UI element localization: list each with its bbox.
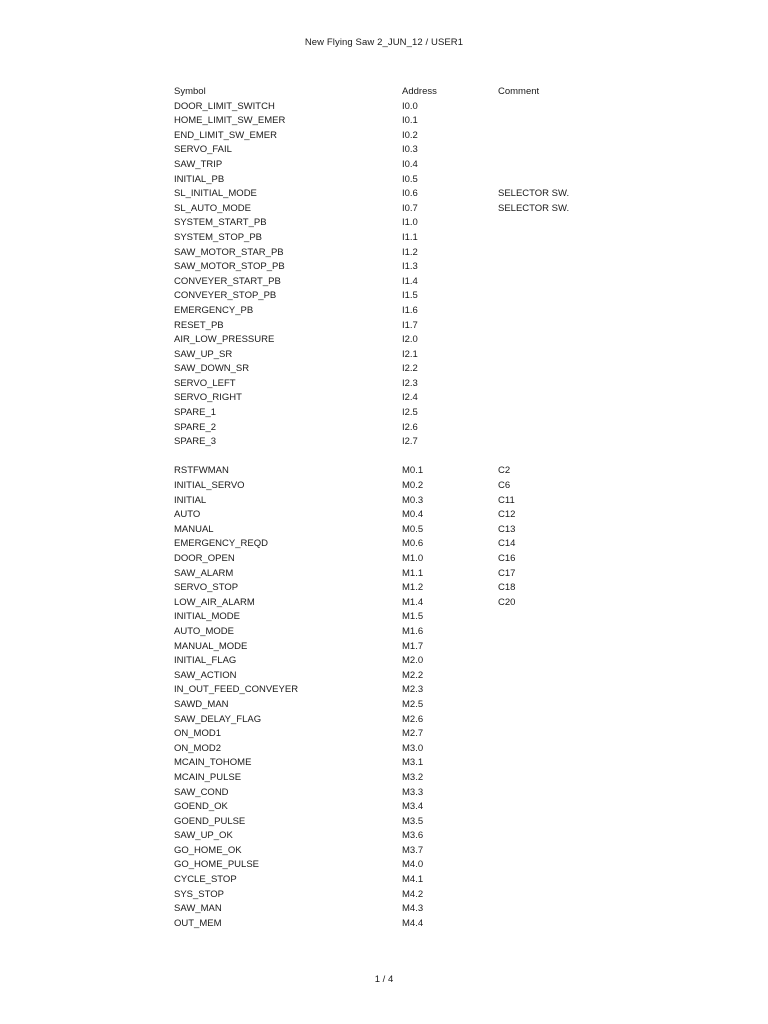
cell-symbol: INITIAL_FLAG [174, 655, 237, 667]
cell-address: M2.7 [402, 728, 424, 740]
cell-address: I2.6 [402, 421, 418, 433]
cell-address: I0.3 [402, 144, 418, 156]
table-row [0, 858, 768, 873]
table-row [0, 114, 768, 129]
cell-symbol: OUT_MEM [174, 917, 222, 929]
cell-address: M4.4 [402, 917, 424, 929]
cell-comment: C20 [498, 596, 516, 608]
table-row [0, 640, 768, 655]
table-row [0, 727, 768, 742]
table-row [0, 158, 768, 173]
cell-comment: C11 [498, 494, 515, 506]
cell-comment: SELECTOR SW. [498, 202, 570, 214]
cell-symbol: CYCLE_STOP [174, 874, 237, 886]
section-spacer [0, 450, 768, 465]
cell-comment: C16 [498, 553, 516, 564]
cell-symbol: EMERGENCY_PB [174, 304, 254, 316]
cell-symbol: RESET_PB [174, 319, 224, 331]
cell-symbol: INITIAL_SERVO [174, 480, 245, 492]
cell-symbol: SAW_COND [174, 786, 229, 798]
table-row [0, 888, 768, 903]
table-row [0, 435, 768, 450]
cell-symbol: ON_MOD2 [174, 742, 221, 754]
cell-address: I1.3 [402, 261, 418, 273]
table-row [0, 698, 768, 713]
cell-symbol: SAW_UP_SR [174, 348, 233, 360]
table-row [0, 202, 768, 217]
cell-address: I1.1 [402, 231, 418, 243]
cell-symbol: GO_HOME_PULSE [174, 859, 259, 871]
table-row [0, 873, 768, 888]
cell-address: M1.0 [402, 553, 424, 564]
cell-address: M0.5 [402, 523, 424, 535]
cell-symbol: HOME_LIMIT_SW_EMER [174, 115, 286, 127]
cell-symbol: SAW_MAN [174, 903, 222, 915]
symbol-table [0, 85, 768, 931]
table-row [0, 523, 768, 538]
cell-symbol: SPARE_1 [174, 407, 217, 419]
table-row [0, 669, 768, 684]
cell-address: I2.4 [402, 392, 418, 404]
cell-address: I1.7 [402, 319, 418, 331]
page-number: 1 / 4 [374, 974, 394, 985]
table-row [0, 508, 768, 523]
cell-symbol: MCAIN_PULSE [174, 771, 242, 783]
cell-address: M3.2 [402, 771, 424, 783]
table-row [0, 289, 768, 304]
cell-symbol: GOEND_PULSE [174, 815, 246, 827]
cell-address: M0.2 [402, 480, 424, 492]
table-body [0, 100, 768, 932]
cell-address: M1.1 [402, 567, 424, 579]
cell-symbol: SYSTEM_START_PB [174, 217, 267, 229]
cell-address: M3.3 [402, 786, 424, 798]
table-row [0, 421, 768, 436]
table-row [0, 216, 768, 231]
cell-address: M1.5 [402, 611, 424, 623]
cell-address: M4.2 [402, 888, 424, 900]
table-row [0, 771, 768, 786]
cell-address: M3.1 [402, 757, 424, 769]
cell-symbol: GOEND_OK [174, 801, 228, 813]
table-row [0, 610, 768, 625]
cell-symbol: AUTO [174, 509, 201, 521]
column-header-comment: Comment [498, 86, 540, 97]
cell-symbol: INITIAL_PB [174, 173, 225, 185]
table-row [0, 319, 768, 334]
cell-symbol: SPARE_2 [174, 421, 217, 433]
table-row [0, 756, 768, 771]
cell-address: M1.7 [402, 640, 424, 652]
cell-address: I0.4 [402, 158, 418, 170]
table-row [0, 173, 768, 188]
table-row [0, 464, 768, 479]
page-header: New Flying Saw 2_JUN_12 / USER1 [304, 37, 464, 48]
cell-address: I0.1 [402, 115, 418, 127]
cell-comment: C13 [498, 523, 516, 535]
table-row [0, 143, 768, 158]
table-header-row [0, 85, 768, 100]
cell-comment: C2 [498, 465, 511, 477]
table-row [0, 304, 768, 319]
cell-symbol: INITIAL [174, 494, 207, 506]
cell-address: M3.0 [402, 742, 424, 754]
cell-address: I2.3 [402, 377, 418, 389]
table-row [0, 231, 768, 246]
table-row [0, 917, 768, 932]
cell-address: M0.4 [402, 509, 424, 521]
cell-symbol: IN_OUT_FEED_CONVEYER [174, 684, 299, 696]
table-row [0, 829, 768, 844]
cell-address: M4.0 [402, 859, 424, 871]
cell-address: I1.6 [402, 304, 418, 316]
cell-symbol: AUTO_MODE [174, 625, 235, 637]
cell-comment: C17 [498, 567, 516, 579]
cell-symbol: SYS_STOP [174, 888, 224, 900]
cell-symbol: SAW_UP_OK [174, 830, 233, 842]
cell-address: I2.7 [402, 436, 418, 448]
cell-address: I0.6 [402, 188, 418, 200]
cell-symbol: SPARE_3 [174, 436, 217, 448]
table-row [0, 362, 768, 377]
cell-symbol: ON_MOD1 [174, 728, 221, 740]
cell-symbol: SAW_DELAY_FLAG [174, 713, 262, 725]
cell-symbol: SERVO_FAIL [174, 144, 232, 156]
table-row [0, 713, 768, 728]
cell-symbol: SL_AUTO_MODE [174, 202, 251, 214]
table-row [0, 581, 768, 596]
cell-address: I1.5 [402, 290, 418, 302]
cell-symbol: INITIAL_MODE [174, 611, 240, 623]
cell-symbol: END_LIMIT_SW_EMER [174, 129, 277, 141]
cell-address: I0.5 [402, 173, 418, 185]
cell-symbol: SERVO_LEFT [174, 377, 236, 389]
table-row [0, 596, 768, 611]
cell-symbol: SL_INITIAL_MODE [174, 188, 257, 200]
cell-address: M0.3 [402, 494, 424, 506]
table-row [0, 348, 768, 363]
cell-address: M3.7 [402, 844, 424, 856]
cell-symbol: SYSTEM_STOP_PB [174, 231, 262, 243]
cell-symbol: MCAIN_TOHOME [174, 757, 252, 769]
cell-symbol: RSTFWMAN [174, 465, 229, 477]
table-row [0, 406, 768, 421]
cell-address: I0.7 [402, 202, 418, 214]
cell-comment: C14 [498, 538, 516, 550]
table-row [0, 391, 768, 406]
cell-address: I1.0 [402, 217, 418, 229]
cell-symbol: SAW_MOTOR_STOP_PB [174, 261, 285, 273]
table-row [0, 333, 768, 348]
cell-address: I2.1 [402, 348, 418, 360]
cell-address: I1.4 [402, 275, 418, 287]
table-row [0, 552, 768, 567]
column-header-symbol: Symbol [174, 86, 206, 97]
cell-address: M0.6 [402, 538, 424, 550]
cell-address: M0.1 [402, 465, 424, 477]
cell-symbol: EMERGENCY_REQD [174, 538, 268, 550]
cell-symbol: SAW_ACTION [174, 669, 237, 681]
table-row [0, 260, 768, 275]
cell-symbol: SERVO_RIGHT [174, 392, 242, 404]
cell-address: I2.0 [402, 334, 418, 346]
table-row [0, 129, 768, 144]
table-row [0, 479, 768, 494]
table-row [0, 786, 768, 801]
cell-symbol: DOOR_LIMIT_SWITCH [174, 100, 275, 112]
cell-symbol: SAW_TRIP [174, 158, 223, 170]
cell-symbol: MANUAL [174, 523, 214, 535]
table-row [0, 246, 768, 261]
cell-symbol: SAW_DOWN_SR [174, 363, 250, 375]
cell-address: M2.0 [402, 655, 424, 667]
cell-address: M2.3 [402, 684, 424, 696]
cell-address: M1.4 [402, 596, 424, 608]
cell-address: I1.2 [402, 246, 418, 258]
table-row [0, 567, 768, 582]
cell-address: I2.2 [402, 363, 418, 375]
cell-symbol: CONVEYER_STOP_PB [174, 290, 277, 302]
cell-symbol: CONVEYER_START_PB [174, 275, 281, 287]
table-row [0, 815, 768, 830]
table-row [0, 800, 768, 815]
cell-comment: C6 [498, 480, 511, 492]
table-row [0, 187, 768, 202]
cell-address: M3.4 [402, 801, 424, 813]
table-row [0, 683, 768, 698]
column-header-address: Address [402, 86, 437, 97]
cell-comment: SELECTOR SW. [498, 188, 570, 200]
cell-address: I2.5 [402, 407, 418, 419]
cell-address: M2.5 [402, 698, 424, 710]
table-row [0, 537, 768, 552]
cell-address: M4.3 [402, 903, 424, 915]
cell-address: I0.0 [402, 100, 418, 112]
cell-symbol: SAW_ALARM [174, 567, 234, 579]
cell-symbol: SAW_MOTOR_STAR_PB [174, 246, 284, 258]
cell-symbol: MANUAL_MODE [174, 640, 248, 652]
cell-address: M3.6 [402, 830, 424, 842]
cell-address: M3.5 [402, 815, 424, 827]
table-row [0, 100, 768, 115]
cell-symbol: SERVO_STOP [174, 582, 239, 594]
cell-address: M4.1 [402, 874, 424, 886]
table-row [0, 844, 768, 859]
table-row [0, 902, 768, 917]
cell-address: M1.6 [402, 625, 424, 637]
cell-symbol: AIR_LOW_PRESSURE [174, 334, 275, 346]
table-row [0, 494, 768, 509]
table-row [0, 377, 768, 392]
cell-symbol: LOW_AIR_ALARM [174, 596, 255, 608]
table-row [0, 275, 768, 290]
cell-address: M2.6 [402, 713, 424, 725]
cell-symbol: DOOR_OPEN [174, 553, 235, 564]
cell-comment: C12 [498, 509, 516, 521]
table-row [0, 654, 768, 669]
table-row [0, 625, 768, 640]
cell-symbol: GO_HOME_OK [174, 844, 242, 856]
cell-comment: C18 [498, 582, 516, 594]
table-row [0, 742, 768, 757]
cell-address: M1.2 [402, 582, 424, 594]
cell-address: M2.2 [402, 669, 424, 681]
cell-symbol: SAWD_MAN [174, 698, 229, 710]
cell-address: I0.2 [402, 129, 418, 141]
